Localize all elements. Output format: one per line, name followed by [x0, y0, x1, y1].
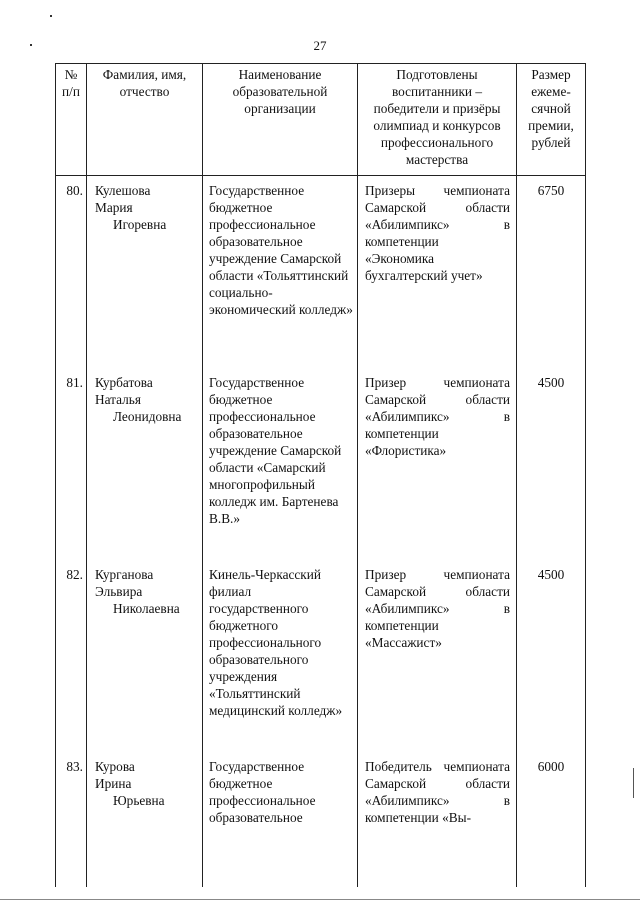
- header-num: № п/п: [56, 64, 87, 176]
- row-number: 80.: [56, 176, 87, 368]
- table-row: [56, 752, 586, 887]
- achievement: Победитель чемпионата Самарской области «Абилимпикс» в компетенции «Вы-: [358, 752, 517, 887]
- scan-bottom-edge: [0, 899, 640, 900]
- header-org: Наименование образовательной организации: [203, 64, 358, 176]
- surname: Курбатова: [95, 374, 153, 390]
- surname: Курганова: [95, 566, 154, 582]
- patronymic: Леонидовна: [113, 408, 182, 424]
- prize-amount: 6000: [517, 752, 586, 887]
- achievement: Призер чемпионата Самарской области «Абилимпикс» в компетенции «Флористика»: [358, 368, 517, 560]
- premium-table: [55, 63, 586, 887]
- table-header-row: [56, 64, 586, 176]
- patronymic: Игоревна: [113, 217, 167, 232]
- organization: Кинель-Черкасский филиал государственного бюджетного профессионального образовательного учреждения «Тольяттинский медицинский колледж»: [203, 560, 358, 752]
- surname: Кулешова: [95, 183, 151, 198]
- person-name: [87, 176, 203, 368]
- table-row: [56, 176, 586, 368]
- row-number: 82.: [56, 560, 87, 752]
- header-achievement: Подготовлены воспитанники – победители и призёры олимпиад и конкурсов профессионального мастерства: [358, 64, 517, 176]
- first-name: Мария: [95, 200, 133, 215]
- table-row: [56, 560, 586, 752]
- surname: Курова: [95, 758, 135, 774]
- header-name: Фамилия, имя, отчество: [87, 64, 203, 176]
- first-name: Эльвира: [95, 583, 143, 599]
- person-name: [87, 752, 203, 887]
- patronymic: Юрьевна: [113, 792, 165, 808]
- achievement: Призеры чемпионата Самарской области «Абилимпикс» в компетенции «Экономика бухгалтерский учет»: [358, 176, 517, 368]
- first-name: Ирина: [95, 775, 132, 791]
- prize-amount: 4500: [517, 368, 586, 560]
- organization: Государственное бюджетное профессиональное образовательное учреждение Самарской области «Самарский многопрофильный колледж им. Бартенева В.В.»: [203, 368, 358, 560]
- scan-margin-mark: [633, 768, 634, 798]
- page-number: 27: [313, 38, 327, 53]
- header-prize: Размер ежеме-сячной премии, рублей: [517, 64, 586, 176]
- person-name: [87, 368, 203, 560]
- first-name: Наталья: [95, 391, 141, 407]
- person-name: [87, 560, 203, 752]
- table-row: [56, 368, 586, 560]
- row-number: 83.: [56, 752, 87, 887]
- scan-speck: [50, 15, 52, 17]
- organization: Государственное бюджетное профессиональное образовательное учреждение Самарской области «Тольяттинский социально-экономический колледж»: [203, 176, 358, 368]
- organization: Государственное бюджетное профессиональное образовательное: [203, 752, 358, 887]
- patronymic: Николаевна: [113, 600, 180, 616]
- achievement: Призер чемпионата Самарской области «Абилимпикс» в компетенции «Массажист»: [358, 560, 517, 752]
- prize-amount: 6750: [517, 176, 586, 368]
- prize-amount: 4500: [517, 560, 586, 752]
- row-number: 81.: [56, 368, 87, 560]
